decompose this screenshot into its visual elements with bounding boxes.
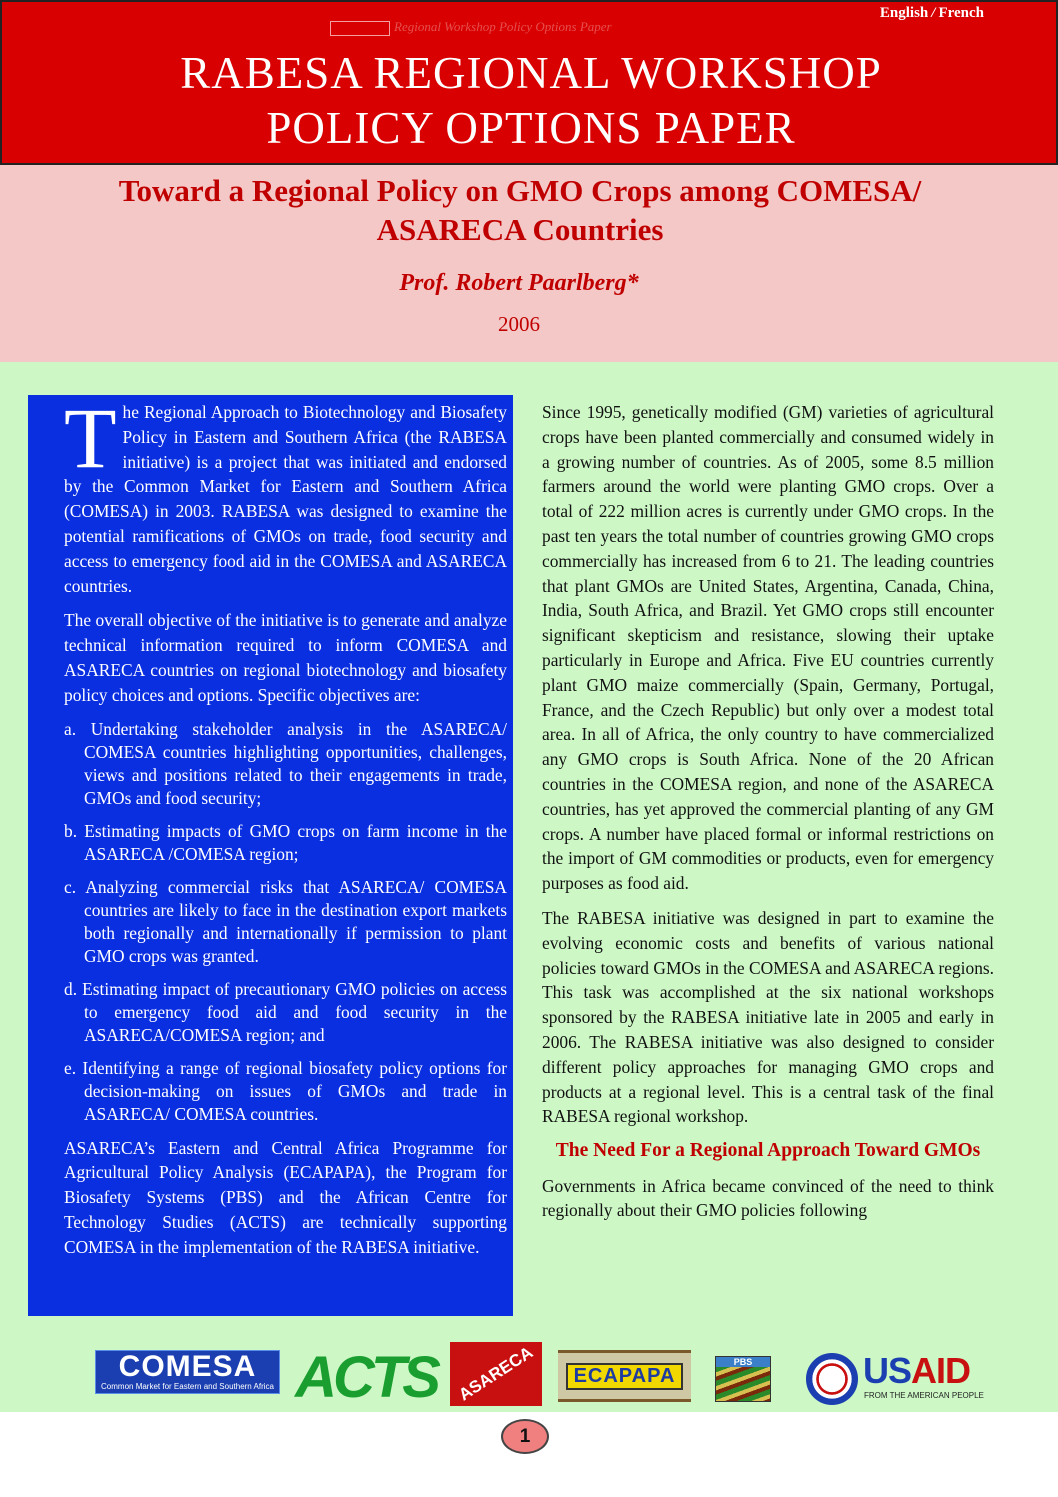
rabesa-intro-box — [28, 390, 513, 1316]
header-banner — [0, 0, 1058, 165]
comesa-logo-text: COMESA — [118, 1350, 257, 1383]
faint-banner-text: Regional Workshop Policy Options Paper — [394, 19, 612, 34]
objective-item: c. Analyzing commercial risks that ASARECA/ COMESA countries are likely to face in the destination export markets both regionally and internationally if permission to plant GMO crops was granted. — [64, 876, 507, 966]
main-text-column — [542, 400, 994, 1233]
asareca-logo-text: ASARECA — [455, 1342, 537, 1405]
body-paragraph: Governments in Africa became convinced of the need to think regionally about their GMO policies following — [542, 1175, 994, 1221]
objective-item: a. Undertaking stakeholder analysis in the ASARECA/ COMESA countries highlighting opportunities, challenges, views and positions related to their engagements in trade, GMOs and food security; — [64, 718, 507, 808]
objective-item: b. Estimating impacts of GMO crops on farm income in the ASARECA /COMESA region; — [64, 820, 507, 864]
intro-paragraph — [64, 390, 507, 598]
lang-french-link[interactable]: French — [938, 5, 984, 21]
comesa-logo — [95, 1350, 280, 1394]
usaid-seal-icon — [806, 1353, 858, 1405]
section-heading: The Need For a Regional Approach Toward GMOs — [555, 1140, 981, 1162]
subtitle-line-1: Toward a Regional Policy on GMO Crops among COMESA/ — [118, 173, 922, 208]
page-title — [2, 46, 1058, 156]
pbs-logo-text: PBS — [716, 1357, 770, 1367]
lang-separator: / — [931, 5, 936, 21]
usaid-wordmark — [863, 1351, 970, 1391]
drop-cap: T — [64, 390, 117, 486]
page-number: 1 — [501, 1419, 549, 1454]
pbs-field-icon — [716, 1367, 770, 1401]
body-paragraph: Since 1995, genetically modified (GM) varieties of agricultural crops have been planted commercially and consumed widely in a growing number of countries. As of 2005, some 8.5 million farmers around the world were planting GMO crops. Over a total of 222 million acres is currently under GMO crops. In the past ten years the total number of countries growing GMO crops commercially has increased from 6 to 21. The leading countries that plant GMOs are United States, Argentina, Canada, China, India, South Africa, and Brazil. Yet GMO crops still encounter significant skepticism and resistance, slowing their uptake particularly in Europe and Africa. Five EU countries currently plant GMO maize commercially (Spain, Germany, Portugal, France, and the Czech Republic) but only over a modest total area. In all of Africa, the only country to have commercialized any GMO crops is South Africa. None of the 20 African countries in the COMESA region, and none of the ASARECA countries, has yet approved the commercial planting of any GM crops. A number have placed formal or informal restrictions on the import of GM commodities or products, even for emergency purposes as food aid. — [542, 402, 994, 894]
lang-english-link[interactable]: English — [879, 5, 929, 21]
year: 2006 — [498, 312, 540, 336]
body-paragraph: The RABESA initiative was designed in part to examine the evolving economic costs and benefits of various national policies toward GMOs in the COMESA and ASARECA regions. This task was accomplished at the six national workshops sponsored by the RABESA initiative late in 2005 and early in 2006. The RABESA initiative was also designed to consider different policy approaches for managing GMO crops and products at a regional level. This is a central task of the final RABESA regional workshop. — [542, 907, 994, 1127]
pbs-logo — [715, 1356, 771, 1402]
usaid-aid: AID — [911, 1350, 971, 1391]
language-switcher — [880, 5, 984, 22]
objectives-list — [64, 718, 507, 1126]
asareca-logo — [450, 1342, 542, 1406]
title-line-2: POLICY OPTIONS PAPER — [266, 103, 796, 153]
objective-paragraph: The overall objective of the initiative is to generate and analyze technical information required to inform COMESA and ASARECA countries on regional biotechnology and biosafety policy choices and options. Specific objectives are: — [64, 610, 507, 705]
subtitle-line-2: ASARECA Countries — [376, 212, 664, 247]
author: Prof. Robert Paarlberg* — [399, 270, 639, 296]
partner-logos — [0, 1340, 1058, 1412]
comesa-logo-tagline: Common Market for Eastern and Southern Africa — [101, 1382, 274, 1391]
faint-banner-box — [330, 21, 390, 36]
usaid-logo — [806, 1350, 984, 1405]
ecapapa-logo — [558, 1350, 691, 1402]
objective-item: e. Identifying a range of regional biosafety policy options for decision-making on issues of GMOs and trade in ASARECA/ COMESA countries. — [64, 1057, 507, 1124]
paper-subtitle — [60, 171, 980, 249]
usaid-tagline: FROM THE AMERICAN PEOPLE — [864, 1391, 984, 1400]
intro-text: he Regional Approach to Biotechnology and Biosafety Policy in Eastern and Southern Africa (the RABESA initiative) is a project that was initiated and endorsed by the Common Market for Eastern and Southern Africa (COMESA) in 2003. RABESA was designed to examine the potential ramifications of GMOs on trade, food security and access to emergency food aid in the COMESA and ASARECA countries. — [64, 402, 507, 596]
objective-item: d. Estimating impact of precautionary GMO policies on access to emergency food aid and food security in the ASARECA/COMESA region; and — [64, 978, 507, 1045]
title-line-1: RABESA REGIONAL WORKSHOP — [180, 48, 882, 98]
usaid-us: US — [863, 1350, 912, 1391]
support-paragraph: ASARECA’s Eastern and Central Africa Programme for Agricultural Policy Analysis (ECAPAPA), the Program for Biosafety Systems (PBS) and the African Centre for Technology Studies (ACTS) are technically supporting COMESA in the implementation of the RABESA initiative. — [64, 1137, 507, 1257]
ecapapa-logo-text: ECAPAPA — [566, 1363, 684, 1390]
acts-logo: ACTS — [295, 1344, 437, 1410]
